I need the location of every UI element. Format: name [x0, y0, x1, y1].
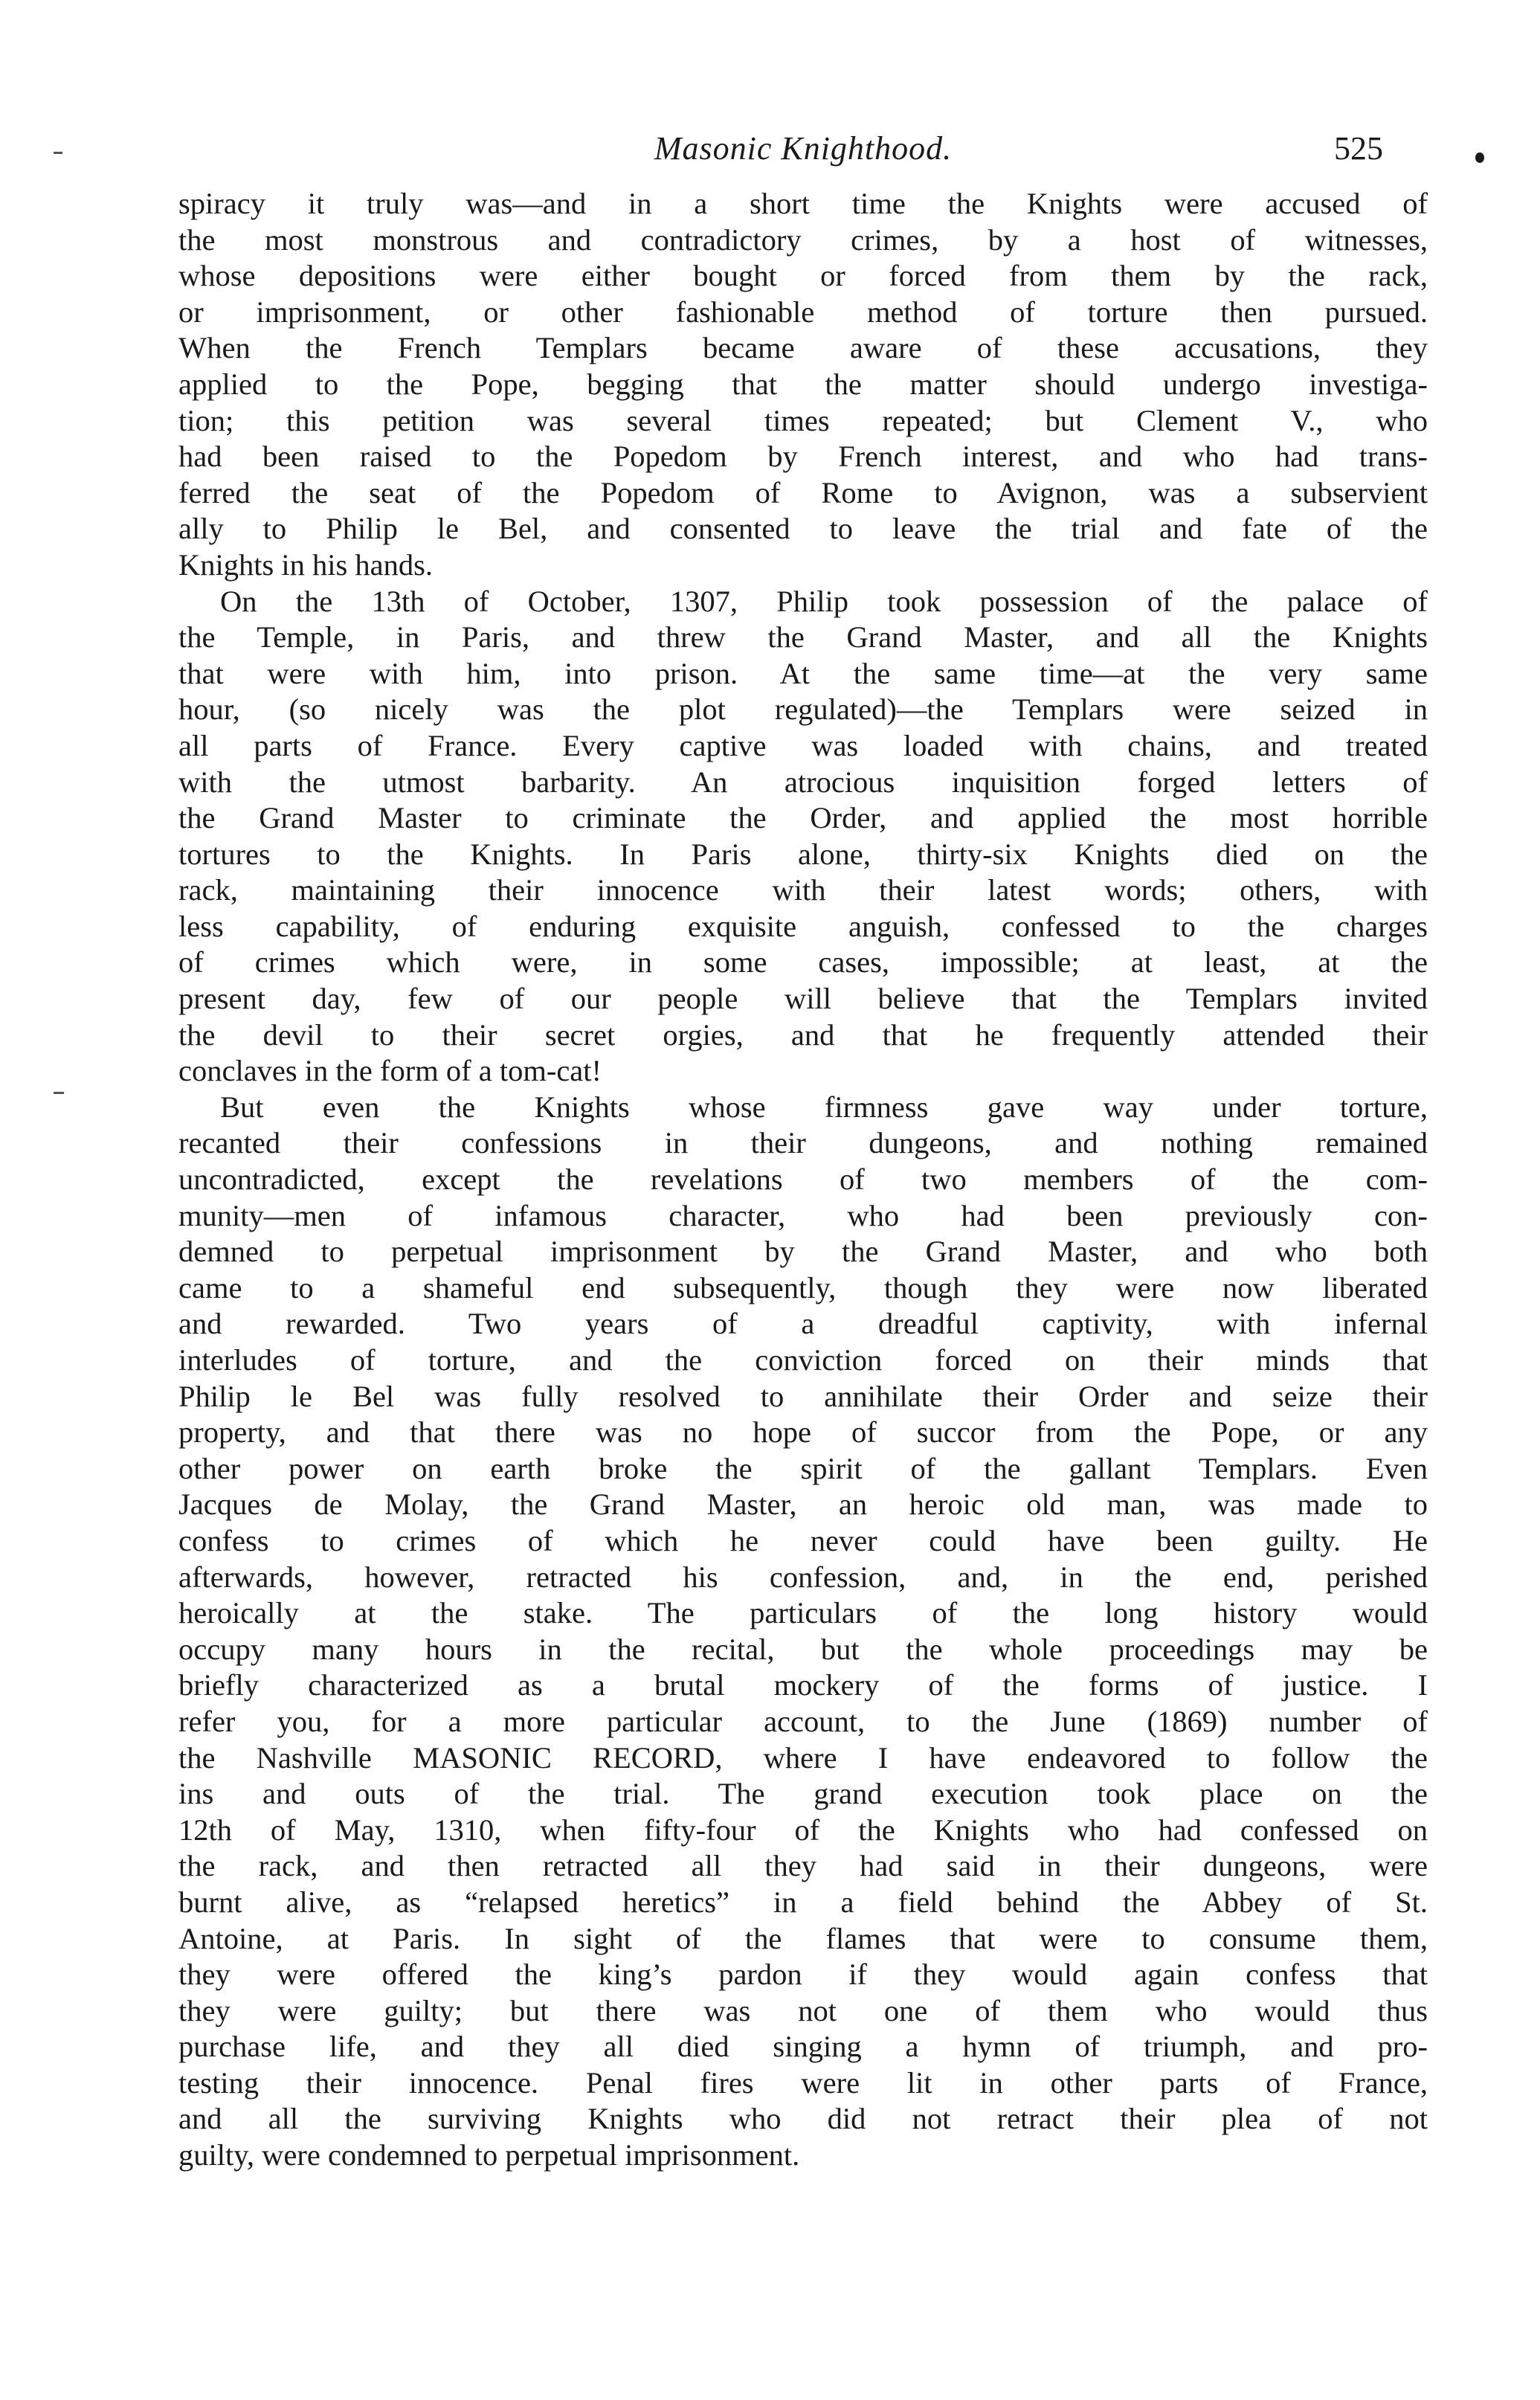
text-line: or imprisonment, or other fashionable method of torture then pursued.: [178, 295, 1428, 329]
margin-mark: [54, 1092, 64, 1094]
text-line: ins and outs of the trial. The grand execution took place on the: [178, 1777, 1428, 1811]
text-line: they were guilty; but there was not one of them who would thus: [178, 1993, 1428, 2027]
text-line: On the 13th of October, 1307, Philip took possession of the palace of: [220, 584, 1428, 618]
text-line: occupy many hours in the recital, but the whole proceedings may be: [178, 1632, 1428, 1666]
text-line: testing their innocence. Penal fires were lit in other parts of France,: [178, 2065, 1428, 2100]
text-line: spiracy it truly was—and in a short time the Knights were accused of: [178, 187, 1428, 220]
text-line: had been raised to the Popedom by French interest, and who had trans-: [178, 440, 1428, 474]
text-line: Jacques de Molay, the Grand Master, an heroic old man, was made to: [178, 1487, 1428, 1522]
text-line: the Temple, in Paris, and threw the Grand Master, and all the Knights: [178, 620, 1428, 654]
text-line: that were with him, into prison. At the same time—at the very same: [178, 656, 1428, 690]
text-line: hour, (so nicely was the plot regulated)—the Templars were seized in: [178, 692, 1428, 727]
text-line: refer you, for a more particular account, to the June (1869) number of: [178, 1704, 1428, 1738]
text-line: tion; this petition was several times repeated; but Clement V., who: [178, 403, 1428, 437]
paragraph: [178, 584, 1428, 1090]
text-line: they were offered the king’s pardon if they would again confess that: [178, 1957, 1428, 1992]
text-line: other power on earth broke the spirit of the gallant Templars. Even: [178, 1451, 1428, 1485]
text-line: of crimes which were, in some cases, impossible; at least, at the: [178, 945, 1428, 979]
paragraph: [178, 186, 1428, 584]
text-line: present day, few of our people will believe that the Templars invited: [178, 982, 1428, 1016]
paragraph: [178, 1090, 1428, 2174]
text-line: briefly characterized as a brutal mockery of the forms of justice. I: [178, 1668, 1428, 1702]
text-line: confess to crimes of which he never could have been guilty. He: [178, 1523, 1428, 1557]
text-line: all parts of France. Every captive was loaded with chains, and treated: [178, 728, 1428, 762]
text-line: uncontradicted, except the revelations of two members of the com-: [178, 1162, 1428, 1197]
text-line: conclaves in the form of a tom-cat!: [178, 1054, 602, 1088]
running-title: Masonic Knighthood.: [654, 130, 953, 167]
text-line: But even the Knights whose firmness gave way under torture,: [220, 1090, 1428, 1124]
page-number: 525: [1334, 130, 1383, 167]
text-line: came to a shameful end subsequently, though they were now liberated: [178, 1270, 1428, 1304]
text-line: heroically at the stake. The particulars of the long history would: [178, 1596, 1428, 1630]
text-line: purchase life, and they all died singing a hymn of triumph, and pro-: [178, 2030, 1428, 2064]
page-header: [178, 126, 1428, 178]
text-line: the most monstrous and contradictory crimes, by a host of witnesses,: [178, 222, 1428, 257]
text-line: rack, maintaining their innocence with their latest words; others, with: [178, 873, 1428, 907]
text-line: recanted their confessions in their dungeons, and nothing remained: [178, 1126, 1428, 1160]
text-line: Philip le Bel was fully resolved to annihilate their Order and seize their: [178, 1379, 1428, 1413]
text-line: Antoine, at Paris. In sight of the flames that were to consume them,: [178, 1921, 1428, 1955]
text-line: less capability, of enduring exquisite anguish, confessed to the charges: [178, 909, 1428, 943]
text-line: whose depositions were either bought or forced from them by the rack,: [178, 259, 1428, 293]
text-line: Knights in his hands.: [178, 547, 434, 582]
text-line: and rewarded. Two years of a dreadful captivity, with infernal: [178, 1307, 1428, 1341]
text-line: When the French Templars became aware of these accusations, they: [178, 331, 1428, 365]
text-line: the devil to their secret orgies, and that he frequently attended their: [178, 1017, 1428, 1052]
text-line: the Nashville MASONIC RECORD, where I have endeavored to follow the: [178, 1740, 1428, 1775]
margin-mark: [54, 152, 62, 154]
text-line: afterwards, however, retracted his confession, and, in the end, perished: [178, 1560, 1428, 1594]
text-line: 12th of May, 1310, when fifty-four of the Knights who had confessed on: [178, 1812, 1428, 1847]
text-line: ferred the seat of the Popedom of Rome to Avignon, was a subservient: [178, 475, 1428, 509]
text-line: the rack, and then retracted all they had said in their dungeons, were: [178, 1849, 1428, 1883]
text-line: demned to perpetual imprisonment by the Grand Master, and who both: [178, 1235, 1428, 1269]
text-line: property, and that there was no hope of succor from the Pope, or any: [178, 1415, 1428, 1450]
text-line: applied to the Pope, begging that the matter should undergo investiga-: [178, 367, 1428, 401]
text-line: burnt alive, as “relapsed heretics” in a field behind the Abbey of St.: [178, 1885, 1428, 1919]
text-line: tortures to the Knights. In Paris alone, thirty-six Knights died on the: [178, 837, 1428, 871]
text-line: interludes of torture, and the conviction forced on their minds that: [178, 1343, 1428, 1377]
text-line: with the utmost barbarity. An atrocious inquisition forged letters of: [178, 765, 1428, 799]
body-text: [178, 186, 1428, 2174]
text-line: ally to Philip le Bel, and consented to leave the trial and fate of the: [178, 512, 1428, 546]
ink-dot: [1475, 152, 1484, 163]
text-line: guilty, were condemned to perpetual imprisonment.: [178, 2138, 800, 2172]
text-line: the Grand Master to criminate the Order, and applied the most horrible: [178, 801, 1428, 835]
text-line: and all the surviving Knights who did not retract their plea of not: [178, 2102, 1428, 2136]
text-line: munity—men of infamous character, who had been previously con-: [178, 1198, 1428, 1232]
